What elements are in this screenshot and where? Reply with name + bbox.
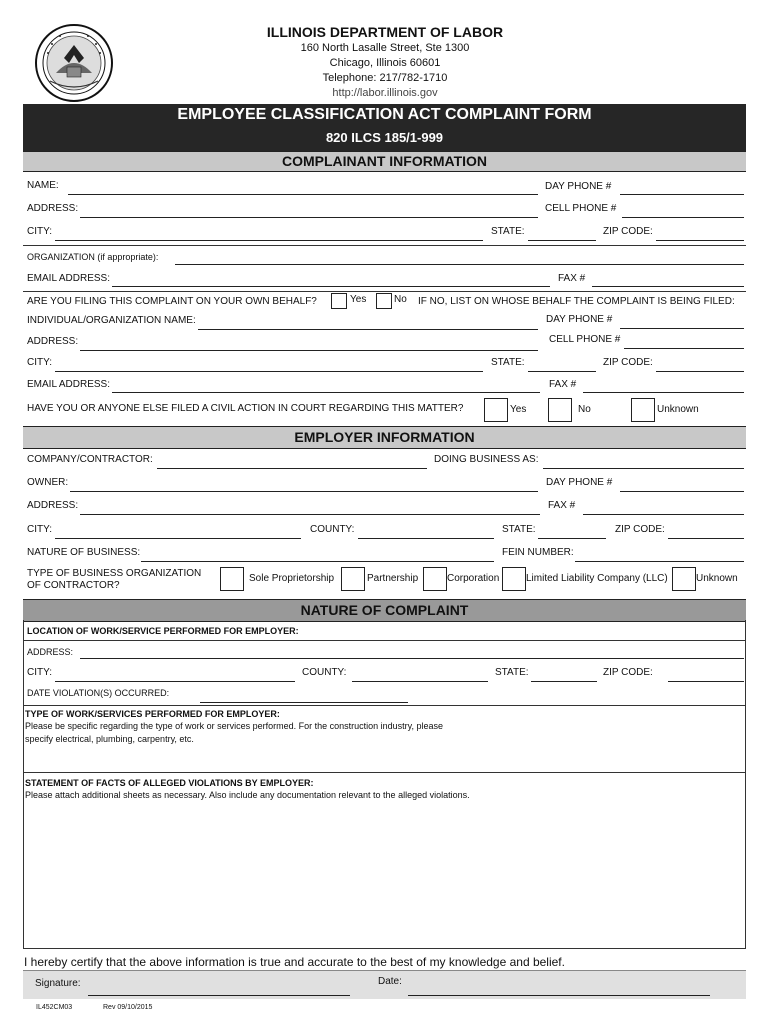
civil-action-unknown-label: Unknown [657,404,699,415]
civil-action-no-checkbox[interactable] [548,398,572,422]
complainant-day-phone-label: DAY PHONE # [545,181,612,192]
employer-fax-label: FAX # [548,500,576,511]
signature-input[interactable] [88,995,350,996]
employer-county-label: COUNTY: [310,524,355,535]
org-unknown-checkbox[interactable] [672,567,696,591]
complaint-section-heading: NATURE OF COMPLAINT [23,599,746,622]
behalf-zip-label: ZIP CODE: [603,357,653,368]
civil-action-yes-label: Yes [510,404,527,415]
employer-city-label: CITY: [27,524,53,535]
own-behalf-yes-checkbox[interactable] [331,293,347,309]
org-unknown-label: Unknown [696,573,738,584]
complainant-city-label: CITY: [27,226,53,237]
form-title: EMPLOYEE CLASSIFICATION ACT COMPLAINT FORM [177,106,592,123]
behalf-email-label: EMAIL ADDRESS: [27,379,110,390]
complainant-address-input[interactable] [80,217,538,218]
divider [23,291,746,292]
complainant-state-label: STATE: [491,226,525,237]
employer-fein-label: FEIN NUMBER: [502,547,574,558]
behalf-city-label: CITY: [27,357,53,368]
employer-zip-input[interactable] [668,538,744,539]
own-behalf-no-label: No [394,294,407,305]
agency-address-line1: 160 North Lasalle Street, Ste 1300 [300,42,470,54]
employer-company-input[interactable] [157,468,427,469]
complainant-address-label: ADDRESS: [27,203,79,214]
agency-name: ILLINOIS DEPARTMENT OF LABOR [266,24,504,40]
state-seal [34,23,114,103]
org-partnership-checkbox[interactable] [341,567,365,591]
work-county-label: COUNTY: [302,667,347,678]
date-label: Date: [378,976,402,987]
org-type-label-line2: OF CONTRACTOR? [27,580,120,591]
behalf-name-input[interactable] [198,329,538,330]
work-address-label: ADDRESS: [27,647,74,657]
signature-label: Signature: [35,978,81,989]
employer-fax-input[interactable] [583,514,744,515]
org-partnership-label: Partnership [367,573,419,584]
behalf-cell-phone-input[interactable] [624,348,744,349]
complainant-section-heading: COMPLAINANT INFORMATION [23,151,746,172]
org-llc-label: Limited Liability Company (LLC) [526,573,668,584]
date-violation-label: DATE VIOLATION(S) OCCURRED: [27,688,170,698]
behalf-day-phone-input[interactable] [620,328,744,329]
employer-zip-label: ZIP CODE: [615,524,665,535]
civil-action-unknown-checkbox[interactable] [631,398,655,422]
complainant-name-input[interactable] [68,194,538,195]
employer-section-heading: EMPLOYER INFORMATION [23,426,746,449]
complainant-name-label: NAME: [27,180,59,191]
facts-help: Please attach additional sheets as necessary. Also include any documentation relevant to the alleged violations. [25,790,470,800]
org-corporation-label: Corporation [447,573,500,584]
own-behalf-question: ARE YOU FILING THIS COMPLAINT ON YOUR OWN BEHALF? [27,296,317,307]
behalf-address-label: ADDRESS: [27,336,79,347]
facts-label: STATEMENT OF FACTS OF ALLEGED VIOLATIONS BY EMPLOYER: [25,778,314,788]
employer-company-label: COMPANY/CONTRACTOR: [27,454,153,465]
form-statute: 820 ILCS 185/1-999 [325,130,444,145]
employer-state-input[interactable] [538,538,606,539]
work-city-label: CITY: [27,667,53,678]
behalf-fax-label: FAX # [549,379,577,390]
complainant-fax-input[interactable] [592,286,744,287]
agency-address-line2: Chicago, Illinois 60601 [329,57,441,69]
employer-city-input[interactable] [55,538,301,539]
behalf-fax-input[interactable] [583,392,744,393]
employer-nature-label: NATURE OF BUSINESS: [27,547,141,558]
behalf-state-label: STATE: [491,357,525,368]
complainant-state-input[interactable] [528,240,596,241]
employer-day-phone-label: DAY PHONE # [546,477,613,488]
behalf-address-input[interactable] [80,350,538,351]
org-sole-label: Sole Proprietorship [249,573,335,584]
certification-statement: I hereby certify that the above information is true and accurate to the best of my knowledge and belief. [24,955,565,969]
employer-county-input[interactable] [358,538,494,539]
complainant-cell-phone-label: CELL PHONE # [545,203,617,214]
own-behalf-yes-label: Yes [350,294,367,305]
behalf-city-input[interactable] [55,371,483,372]
behalf-email-input[interactable] [112,392,540,393]
employer-dba-label: DOING BUSINESS AS: [434,454,539,465]
complaint-box-border [23,620,746,949]
complainant-email-label: EMAIL ADDRESS: [27,273,110,284]
divider [23,245,746,246]
civil-action-question: HAVE YOU OR ANYONE ELSE FILED A CIVIL ACTION IN COURT REGARDING THIS MATTER? [27,403,464,414]
employer-fein-input[interactable] [575,561,744,562]
employer-day-phone-input[interactable] [620,491,744,492]
complainant-email-input[interactable] [112,286,550,287]
civil-action-no-label: No [578,404,591,415]
org-type-label-line1: TYPE OF BUSINESS ORGANIZATION [27,568,202,579]
complainant-fax-label: FAX # [558,273,586,284]
type-work-help-line1: Please be specific regarding the type of work or services performed. For the construction industry, please [25,721,444,731]
form-id: IL452CM03 [36,1004,73,1011]
complainant-organization-input[interactable] [175,264,744,265]
behalf-zip-input[interactable] [656,371,744,372]
civil-action-yes-checkbox[interactable] [484,398,508,422]
complainant-city-input[interactable] [55,240,483,241]
employer-state-label: STATE: [502,524,536,535]
work-location-label: LOCATION OF WORK/SERVICE PERFORMED FOR EMPLOYER: [27,626,299,636]
agency-website[interactable]: http://labor.illinois.gov [332,87,438,99]
date-input[interactable] [408,995,710,996]
org-corporation-checkbox[interactable] [423,567,447,591]
behalf-cell-phone-label: CELL PHONE # [549,334,621,345]
employer-nature-input[interactable] [141,561,494,562]
employer-owner-label: OWNER: [27,477,69,488]
work-zip-label: ZIP CODE: [603,667,653,678]
behalf-day-phone-label: DAY PHONE # [546,314,613,325]
employer-address-input[interactable] [80,514,540,515]
complainant-zip-label: ZIP CODE: [603,226,653,237]
complainant-cell-phone-input[interactable] [622,217,744,218]
work-state-label: STATE: [495,667,529,678]
org-sole-checkbox[interactable] [220,567,244,591]
employer-owner-input[interactable] [70,491,538,492]
if-no-instruction: IF NO, LIST ON WHOSE BEHALF THE COMPLAINT IS BEING FILED: [418,296,735,307]
behalf-name-label: INDIVIDUAL/ORGANIZATION NAME: [27,315,196,326]
employer-address-label: ADDRESS: [27,500,79,511]
behalf-state-input[interactable] [528,371,596,372]
employer-dba-input[interactable] [543,468,744,469]
form-revision: Rev 09/10/2015 [103,1004,153,1011]
agency-telephone: Telephone: 217/782-1710 [322,72,448,84]
complainant-zip-input[interactable] [656,240,744,241]
own-behalf-no-checkbox[interactable] [376,293,392,309]
complainant-day-phone-input[interactable] [620,194,744,195]
type-work-label: TYPE OF WORK/SERVICES PERFORMED FOR EMPLOYER: [25,709,280,719]
type-work-help-line2: specify electrical, plumbing, carpentry, etc. [25,734,194,744]
org-llc-checkbox[interactable] [502,567,526,591]
complainant-organization-label: ORGANIZATION (if appropriate): [27,252,159,262]
